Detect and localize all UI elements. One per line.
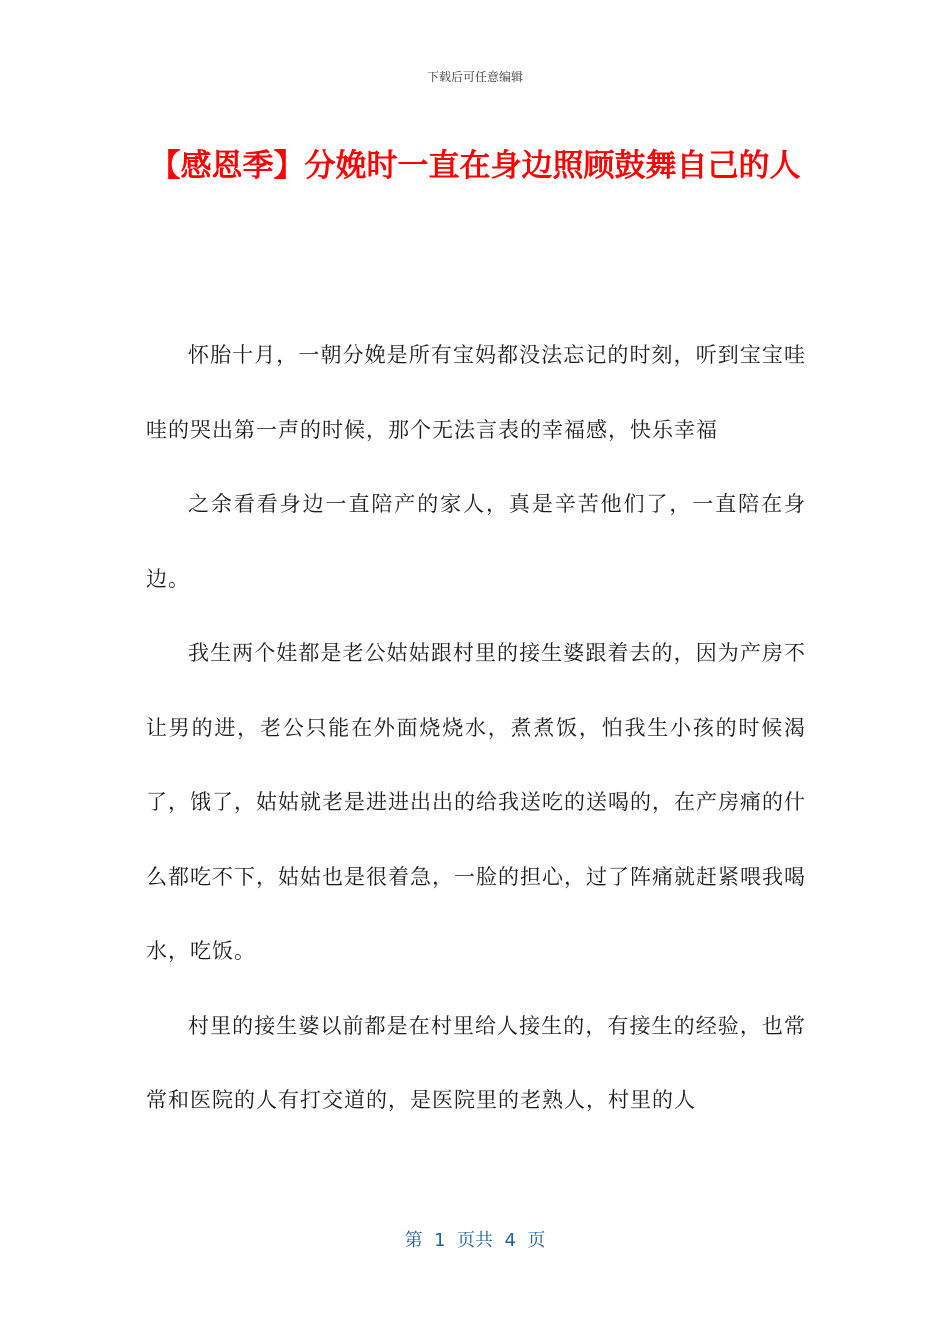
paragraph: 我生两个娃都是老公姑姑跟村里的接生婆跟着去的，因为产房不让男的进，老公只能在外面烧烧水，煮煮饭，怕我生小孩的时候渴了，饿了，姑姑就老是进进出出的给我送吃的送喝的，在产房痛的什么都吃不下，姑姑也是很着急，一脸的担心，过了阵痛就赶紧喂我喝水，吃饭。 [146, 641, 806, 963]
document-title: 【感恩季】分娩时一直在身边照顾鼓舞自己的人 [149, 148, 801, 184]
paragraph: 之余看看身边一直陪产的家人，真是辛苦他们了，一直陪在身边。 [146, 492, 806, 591]
header-note: 下载后可任意编辑 [426, 70, 523, 84]
page-number-footer: 第 1 页共 4 页 [404, 1230, 546, 1251]
document-body [146, 318, 806, 1138]
paragraph: 怀胎十月，一朝分娩是所有宝妈都没法忘记的时刻，听到宝宝哇哇的哭出第一声的时候，那个无法言表的幸福感，快乐幸福 [146, 343, 806, 442]
paragraph: 村里的接生婆以前都是在村里给人接生的，有接生的经验，也常常和医院的人有打交道的，是医院里的老熟人，村里的人 [146, 1013, 806, 1112]
